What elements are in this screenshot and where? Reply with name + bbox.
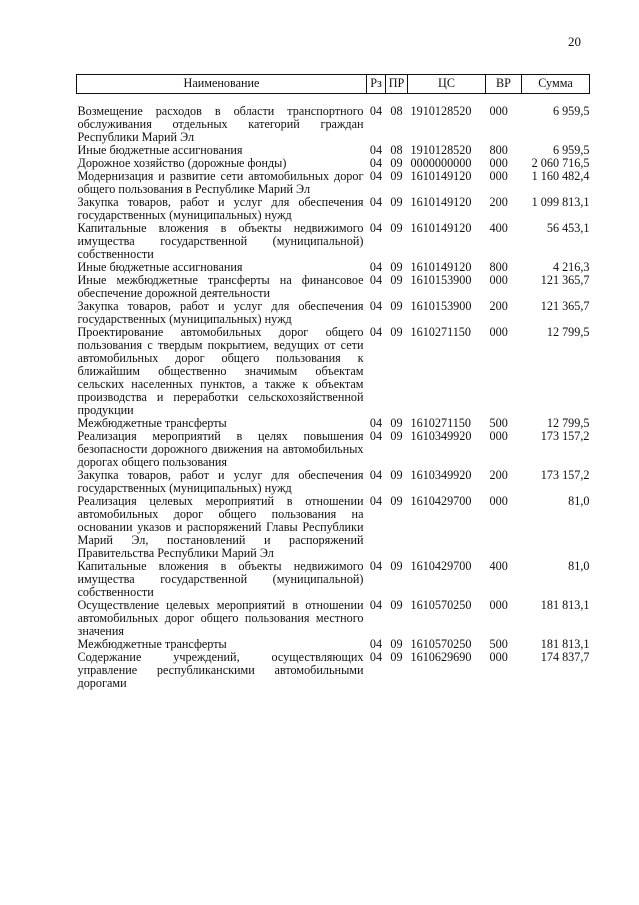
cell-sum: 173 157,2 <box>540 429 590 443</box>
cell-rz: 04 <box>369 169 383 183</box>
cell-name: Межбюджетные трансферты <box>77 637 227 651</box>
cell-vr: 000 <box>489 156 508 170</box>
cell-sum: 173 157,2 <box>540 468 590 482</box>
cell-rz: 04 <box>369 273 383 287</box>
cell-name: Закупка товаров, работ и услуг для обеспечения государственных (муниципальных) нужд <box>77 468 364 495</box>
cell-cs: 1610153900 <box>410 299 472 313</box>
cell-pr: 09 <box>390 221 403 235</box>
cell-name: Межбюджетные трансферты <box>77 416 227 430</box>
cell-rz: 04 <box>369 156 383 170</box>
cell-cs: 1610149120 <box>410 169 472 183</box>
header-name: Наименование <box>77 75 367 94</box>
cell-vr: 800 <box>489 260 508 274</box>
cell-cs: 1610570250 <box>410 598 472 612</box>
cell-sum: 181 813,1 <box>540 598 590 612</box>
cell-sum: 1 099 813,1 <box>531 195 590 209</box>
cell-pr: 09 <box>390 637 403 651</box>
cell-sum: 121 365,7 <box>540 273 590 287</box>
cell-cs: 1910128520 <box>410 143 472 157</box>
cell-sum: 4 216,3 <box>552 260 590 274</box>
cell-name: Капитальные вложения в объекты недвижимого имущества государственной (муниципальной) собственности <box>77 559 364 599</box>
cell-name: Закупка товаров, работ и услуг для обеспечения государственных (муниципальных) нужд <box>77 195 364 222</box>
cell-vr: 000 <box>489 325 508 339</box>
cell-rz: 04 <box>369 468 383 482</box>
cell-sum: 56 453,1 <box>546 221 590 235</box>
table-body <box>77 94 590 691</box>
cell-name: Возмещение расходов в области транспортного обслуживания отдельных категорий граждан Республики Марий Эл <box>77 104 364 144</box>
cell-vr: 400 <box>489 221 508 235</box>
cell-name: Дорожное хозяйство (дорожные фонды) <box>77 156 287 170</box>
cell-vr: 000 <box>489 104 508 118</box>
cell-sum: 2 060 716,5 <box>531 156 590 170</box>
header-rz: Рз <box>367 75 386 94</box>
cell-cs: 1610349920 <box>410 468 472 482</box>
cell-pr: 09 <box>390 416 403 430</box>
cell-name: Проектирование автомобильных дорог общего пользования с твердым покрытием, ведущих от сети автомобильных дорог общего пользования к ближайшим общественно значимым объектам сельских населенных пунктов, а также к объектам производства и переработки сельскохозяйственной продукции <box>77 325 364 417</box>
table-row <box>77 469 590 495</box>
cell-name: Реализация целевых мероприятий в отношении автомобильных дорог общего пользования на основании указов и распоряжений Главы Республики Марий Эл, постановлений и распоряжений Правительства Республики Марий Эл <box>77 494 364 560</box>
cell-name: Иные межбюджетные трансферты на финансовое обеспечение дорожной деятельности <box>77 273 364 300</box>
cell-name: Закупка товаров, работ и услуг для обеспечения государственных (муниципальных) нужд <box>77 299 364 326</box>
cell-rz: 04 <box>369 429 383 443</box>
cell-sum: 6 959,5 <box>552 143 590 157</box>
header-pr: ПР <box>386 75 408 94</box>
cell-rz: 04 <box>369 260 383 274</box>
cell-pr: 09 <box>390 650 403 664</box>
cell-rz: 04 <box>369 559 383 573</box>
table-row <box>77 560 590 599</box>
cell-cs: 1610153900 <box>410 273 472 287</box>
cell-vr: 200 <box>489 299 508 313</box>
cell-rz: 04 <box>369 494 383 508</box>
table-row <box>77 94 590 145</box>
cell-sum: 181 813,1 <box>540 637 590 651</box>
table-row <box>77 651 590 690</box>
cell-name: Капитальные вложения в объекты недвижимого имущества государственной (муниципальной) собственности <box>77 221 364 261</box>
table-row <box>77 495 590 560</box>
cell-vr: 400 <box>489 559 508 573</box>
cell-pr: 09 <box>390 559 403 573</box>
cell-rz: 04 <box>369 598 383 612</box>
cell-cs: 1610349920 <box>410 429 472 443</box>
cell-name: Иные бюджетные ассигнования <box>77 143 243 157</box>
cell-name: Модернизация и развитие сети автомобильных дорог общего пользования в Республике Марий Эл <box>77 169 364 196</box>
cell-sum: 12 799,5 <box>546 325 590 339</box>
cell-rz: 04 <box>369 143 383 157</box>
cell-cs: 0000000000 <box>410 156 472 170</box>
cell-sum: 174 837,7 <box>540 650 590 664</box>
cell-vr: 800 <box>489 143 508 157</box>
table-row <box>77 196 590 222</box>
cell-pr: 09 <box>390 260 403 274</box>
cell-cs: 1610570250 <box>410 637 472 651</box>
cell-pr: 09 <box>390 273 403 287</box>
table-row <box>77 274 590 300</box>
cell-rz: 04 <box>369 416 383 430</box>
cell-name: Реализация мероприятий в целях повышения безопасности дорожного движения на автомобильных дорогах общего пользования <box>77 429 364 469</box>
cell-cs: 1610271150 <box>410 325 471 339</box>
cell-pr: 09 <box>390 325 403 339</box>
cell-rz: 04 <box>369 637 383 651</box>
cell-rz: 04 <box>369 650 383 664</box>
cell-name: Осуществление целевых мероприятий в отношении автомобильных дорог общего пользования местного значения <box>77 598 364 638</box>
table-row <box>77 430 590 469</box>
cell-vr: 500 <box>489 637 508 651</box>
cell-vr: 000 <box>489 273 508 287</box>
cell-sum: 121 365,7 <box>540 299 590 313</box>
cell-pr: 08 <box>390 143 403 157</box>
cell-sum: 1 160 482,4 <box>531 169 590 183</box>
header-cs: ЦС <box>408 75 486 94</box>
cell-pr: 09 <box>390 195 403 209</box>
table-row <box>77 326 590 417</box>
cell-cs: 1610149120 <box>410 260 472 274</box>
header-vr: ВР <box>486 75 522 94</box>
cell-vr: 500 <box>489 416 508 430</box>
budget-table <box>76 74 590 690</box>
cell-vr: 000 <box>489 598 508 612</box>
cell-sum: 81,0 <box>568 494 590 508</box>
cell-sum: 81,0 <box>568 559 590 573</box>
cell-cs: 1610629690 <box>410 650 472 664</box>
cell-vr: 000 <box>489 169 508 183</box>
cell-pr: 09 <box>390 598 403 612</box>
cell-rz: 04 <box>369 299 383 313</box>
cell-vr: 000 <box>489 429 508 443</box>
cell-sum: 12 799,5 <box>546 416 590 430</box>
cell-cs: 1610271150 <box>410 416 471 430</box>
cell-rz: 04 <box>369 104 383 118</box>
cell-rz: 04 <box>369 221 383 235</box>
header-sum: Сумма <box>522 75 590 94</box>
cell-pr: 09 <box>390 169 403 183</box>
table-row <box>77 599 590 638</box>
cell-sum: 6 959,5 <box>552 104 590 118</box>
cell-name: Содержание учреждений, осуществляющих управление республиканскими автомобильными дорогами <box>77 650 364 690</box>
cell-cs: 1610429700 <box>410 494 472 508</box>
cell-cs: 1610429700 <box>410 559 472 573</box>
table-row <box>77 170 590 196</box>
cell-cs: 1610149120 <box>410 195 472 209</box>
cell-vr: 200 <box>489 195 508 209</box>
page-number: 20 <box>568 34 581 49</box>
cell-name: Иные бюджетные ассигнования <box>77 260 243 274</box>
table-header-row <box>77 75 590 94</box>
cell-pr: 09 <box>390 468 403 482</box>
cell-vr: 200 <box>489 468 508 482</box>
cell-rz: 04 <box>369 195 383 209</box>
cell-cs: 1910128520 <box>410 104 472 118</box>
cell-pr: 09 <box>390 299 403 313</box>
cell-vr: 000 <box>489 650 508 664</box>
cell-pr: 09 <box>390 429 403 443</box>
cell-rz: 04 <box>369 325 383 339</box>
cell-pr: 09 <box>390 494 403 508</box>
table-row <box>77 222 590 261</box>
cell-pr: 08 <box>390 104 403 118</box>
cell-cs: 1610149120 <box>410 221 472 235</box>
cell-vr: 000 <box>489 494 508 508</box>
table-row <box>77 300 590 326</box>
cell-pr: 09 <box>390 156 403 170</box>
